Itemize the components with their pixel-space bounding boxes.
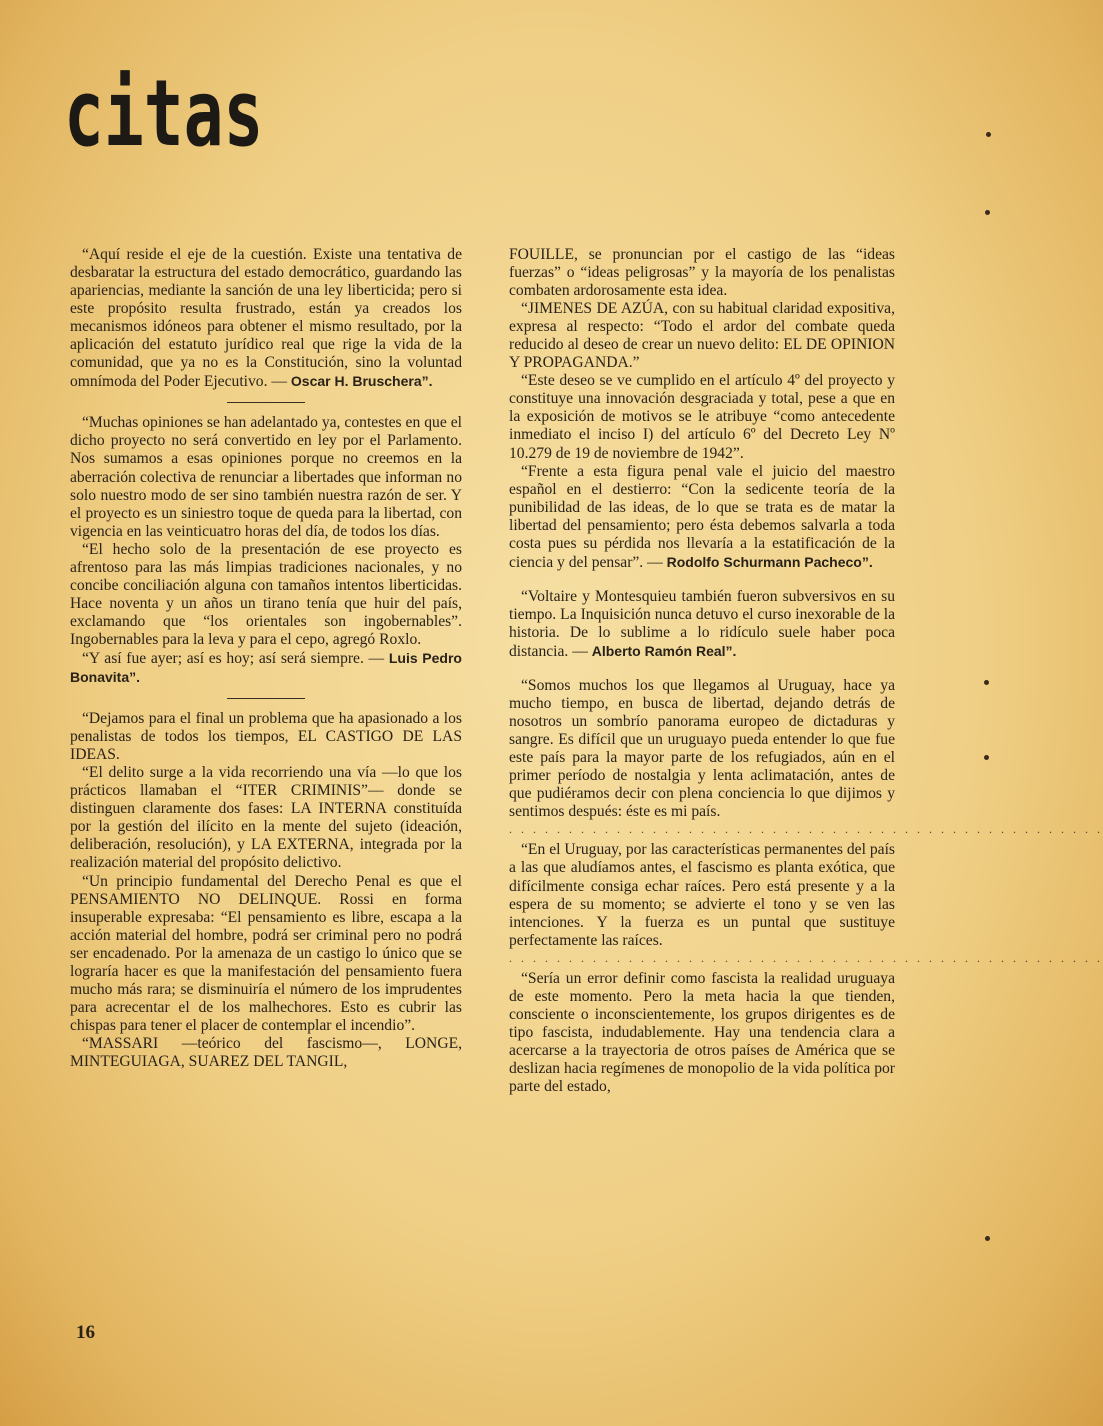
quote-bonavita-p2: “El hecho solo de la presentación de ese proyecto es afrentoso para las más limpias tradiciones nacionales, y no concibe conciliación alguna con tamaños intentos liberticidas. Hace noventa y un años un tirano tenía que huir del país, exclamando que “los orientales son ingobernables”. Ingobernables para la leva y para el cepo, agregó Roxlo.	[70, 540, 462, 648]
paper-speck	[985, 1236, 990, 1241]
ellipsis-divider: . . . . . . . . . . . . . . . . . . . . . . . . . . . . . . . . . . . . . . . . . . . . . . . . . .	[509, 950, 1103, 965]
quote-bonavita-p3	[70, 649, 462, 687]
ellipsis-divider: . . . . . . . . . . . . . . . . . . . . . . . . . . . . . . . . . . . . . . . . . . . . . . . . . .	[509, 822, 1103, 837]
paper-speck	[985, 210, 990, 215]
quote-author: Oscar H. Bruschera”.	[290, 373, 433, 390]
quote-ideas-cont-p2: “JIMENES DE AZÚA, con su habitual claridad expositiva, expresa al respecto: “Todo el ardor del combate queda reducido al deseo de crear un nuevo delito: EL DE OPINION Y PROPAGANDA.”	[509, 300, 895, 372]
quote-ideas-p4: “MASSARI —teórico del fascismo—, LONGE, MINTEGUIAGA, SUAREZ DEL TANGIL,	[70, 1034, 462, 1070]
spacer	[509, 661, 895, 677]
quote-ideas-cont-p1: FOUILLE, se pronuncian por el castigo de las “ideas fuerzas” o “ideas peligrosas” y la mayoría de los penalistas combaten ardorosamente esta idea.	[509, 246, 895, 300]
right-column	[509, 246, 1103, 1096]
quote-text: “Voltaire y Montesquieu también fueron subversivos en su tiempo. La Inquisición nunca detuvo el curso inexorable de la historia. De lo sublime a lo ridículo suele haber poca distancia. —	[509, 587, 895, 660]
paper-speck	[984, 680, 989, 685]
page-number: 16	[76, 1322, 95, 1343]
left-column	[70, 246, 462, 1071]
quote-text: “Y así fue ayer; así es hoy; así será siempre. —	[82, 649, 385, 667]
quote-schurmann	[509, 463, 895, 572]
quote-uruguay-p1: “Somos muchos los que llegamos al Uruguay, hace ya mucho tiempo, en busca de libertad, dejando detrás de nosotros un sombrío panorama europeo de dictaduras y sangre. Es difícil que un uruguayo pueda entender lo que fue este país para la mayor parte de los refugiados, aún en el primer período de nostalgia y lenta aclimatación, antes de que pudiéramos decir con plena conciencia lo que dijimos y sentimos después: éste es mi país.	[509, 677, 895, 821]
quote-bonavita-p1: “Muchas opiniones se han adelantado ya, contestes en que el dicho proyecto no será convertido en ley por el Parlamento. Nos sumamos a esas opiniones porque no creemos en la aberración colectiva de renunciar a libertades que informan no solo nuestro modo de ser sino también nuestra razón de ser. Y el proyecto es un siniestro toque de queda para la libertad, con vigencia en las veinticuatro horas del día, de todos los días.	[70, 414, 462, 540]
quote-author: Alberto Ramón Real”.	[591, 642, 737, 659]
paper-speck	[986, 132, 991, 137]
quote-ideas-p2: “El delito surge a la vida recorriendo una vía —lo que los prácticos llamaban el “ITER CRIMINIS”— donde se distinguen claramente dos fases: LA INTERNA constituída por la gestión del ilícito en la mente del sujeto (ideación, deliberación, resolución), y LA EXTERNA, integrada por la realización material del propósito delictivo.	[70, 764, 462, 872]
quote-author: Rodolfo Schurmann Pacheco”.	[666, 553, 873, 570]
quote-uruguay-p2: “En el Uruguay, por las características permanentes del país a las que aludíamos antes, el fascismo es planta exótica, que difícilmente consiga echar raíces. Pero está presente y a la espera de su momento; se advierte el tono y se ven las intenciones. Y la fuerza es un puntal que sustituye perfectamente las raíces.	[509, 841, 895, 949]
spacer	[509, 572, 895, 588]
separator-rule	[227, 698, 305, 699]
quote-ideas-cont-p3: “Este deseo se ve cumplido en el artículo 4º del proyecto y constituye una innovación desgraciada y total, pese a que en la exposición de motivos se le atribuye “como antecedente inmediato el inciso I) del artículo 6º del Decreto Ley Nº 10.279 de 19 de noviembre de 1942”.	[509, 372, 895, 462]
quote-text: “Aquí reside el eje de la cuestión. Existe una tentativa de desbaratar la estructura del estado democrático, guardando las apariencias, mediante la sanción de una ley liberticida; pero si este propósito resulta frustrado, están ya creados los mecanismos idóneos para obtener el mismo resultado, por la aplicación del estatuto jurídico real que rige la vida de la comunidad, que ya no es la Constitución, sino la voluntad omnímoda del Poder Ejecutivo. —	[70, 246, 462, 391]
quote-bruschera	[70, 246, 462, 391]
separator-rule	[227, 402, 305, 403]
quote-text: “Frente a esta figura penal vale el juicio del maestro español en el destierro: “Con la sedicente teoría de la punibilidad de las ideas, de lo que se trata es de matar la libertad del pensamiento; pero ésta debemos salvarla a toda costa pues su pérdida nos llevaría a la estatificación de la ciencia y del pensar”. —	[509, 462, 895, 571]
page-title: citas	[64, 60, 264, 167]
paper-speck	[984, 755, 989, 760]
quote-ideas-p1: “Dejamos para el final un problema que ha apasionado a los penalistas de todos los tiempos, EL CASTIGO DE LAS IDEAS.	[70, 710, 462, 764]
quote-real	[509, 588, 895, 661]
quote-author: Luis Pedro Bonavita”.	[70, 649, 462, 686]
quote-uruguay-p3: “Sería un error definir como fascista la realidad uruguaya de este momento. Pero la meta hacia la que tienden, consciente o inconscientemente, los grupos dirigentes es de tipo fascista, indudablemente. Hay una tendencia clara a acercarse a la trayectoria de otros países de América que se deslizan hacia regímenes de monopolio de la vida política por parte del estado,	[509, 969, 895, 1095]
quote-ideas-p3: “Un principio fundamental del Derecho Penal es que el PENSAMIENTO NO DELINQUE. Rossi en forma insuperable expresaba: “El pensamiento es libre, escapa a la acción material del hombre, podrá ser criminal pero no podrá ser encadenado. Por la amenaza de un castigo lo único que se lograría hacer es que la manifestación del pensamiento fuera mucho más rara; se disminuiría el número de los imprudentes para acrecentar el de los malhechores. Esto es cubrir las chispas para tener el placer de contemplar el incendio”.	[70, 872, 462, 1034]
